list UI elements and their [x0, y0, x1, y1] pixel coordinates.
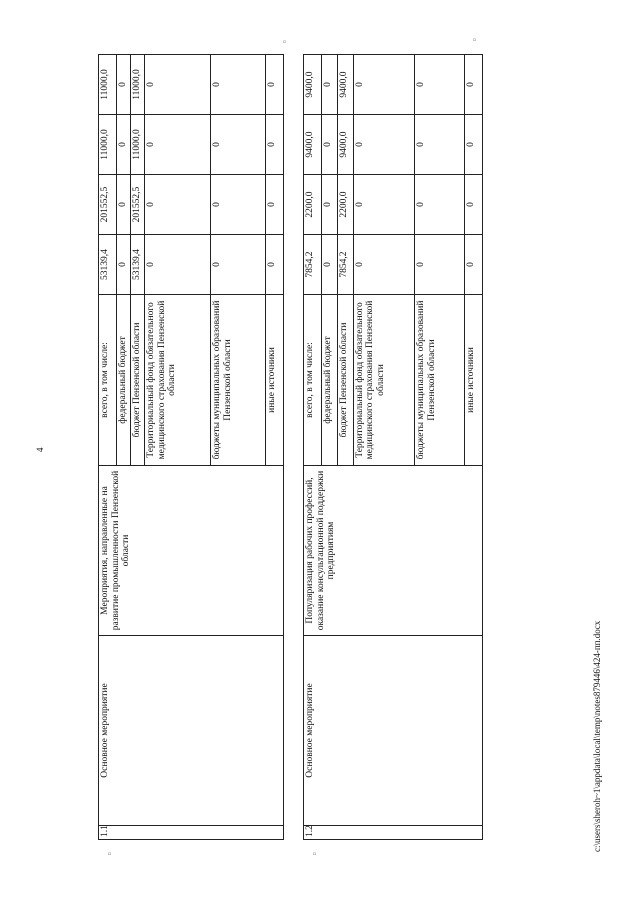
measure-type: Основное мероприятие [99, 636, 284, 826]
amount-cell: 11000,0 [99, 55, 117, 115]
margin-mark: ¤ [108, 852, 111, 858]
amount-cell: 0 [266, 55, 284, 115]
funding-source: Территориальный фонд обязательного медицинского страхования Пензенской области [145, 295, 211, 466]
amount-cell: 2200,0 [304, 175, 322, 235]
funding-source: бюджеты муниципальных образований Пензенской области [211, 295, 266, 466]
amount-cell: 0 [117, 175, 131, 235]
amount-cell: 0 [266, 235, 284, 295]
amount-cell: 0 [415, 115, 465, 175]
measure-type: Основное мероприятие [304, 636, 483, 826]
margin-mark: ¤ [313, 852, 316, 858]
funding-source: бюджет Пензенской области [337, 295, 353, 466]
amount-cell: 0 [211, 115, 266, 175]
amount-cell: 0 [145, 175, 211, 235]
amount-cell: 0 [415, 175, 465, 235]
amount-cell: 0 [415, 55, 465, 115]
funding-source: всего, в том числе: [99, 295, 117, 466]
amount-cell: 7854,2 [337, 235, 353, 295]
funding-source: бюджет Пензенской области [131, 295, 145, 466]
amount-cell: 0 [464, 55, 482, 115]
amount-cell: 0 [322, 55, 338, 115]
amount-cell: 53139,4 [131, 235, 145, 295]
amount-cell: 9400,0 [304, 55, 322, 115]
amount-cell: 0 [415, 235, 465, 295]
amount-cell: 0 [145, 235, 211, 295]
margin-mark: ¤ [473, 38, 476, 44]
amount-cell: 0 [266, 115, 284, 175]
funding-source: всего, в том числе: [304, 295, 322, 466]
amount-cell: 0 [117, 115, 131, 175]
funding-source: Территориальный фонд обязательного медицинского страхования Пензенской области [353, 295, 414, 466]
amount-cell: 201552,5 [131, 175, 145, 235]
amount-cell: 0 [353, 175, 414, 235]
amount-cell: 0 [464, 235, 482, 295]
amount-cell: 11000,0 [131, 55, 145, 115]
funding-source: бюджеты муниципальных образований Пензенской области [415, 295, 465, 466]
measure-name: Мероприятия, направленные на развитие промышленности Пензенской области [99, 466, 284, 636]
amount-cell: 0 [322, 235, 338, 295]
measure-name: Популяризация рабочих профессий, оказание консультационной поддержки предприятиям [304, 466, 483, 636]
funding-source: федеральный бюджет [117, 295, 131, 466]
funding-source: иные источники [464, 295, 482, 466]
row-number: 1.1. [99, 826, 284, 840]
amount-cell: 0 [266, 175, 284, 235]
page-number: 4 [35, 447, 45, 452]
file-path-footer: c:\users\sheroh~1\appdata\local\temp\notes879446\424-пп.docx [592, 620, 602, 852]
amount-cell: 0 [145, 115, 211, 175]
amount-cell: 0 [117, 235, 131, 295]
amount-cell: 0 [145, 55, 211, 115]
amount-cell: 0 [211, 175, 266, 235]
amount-cell: 2200,0 [337, 175, 353, 235]
amount-cell: 0 [353, 115, 414, 175]
amount-cell: 0 [353, 55, 414, 115]
funding-source: федеральный бюджет [322, 295, 338, 466]
amount-cell: 9400,0 [337, 115, 353, 175]
budget-table-1 [98, 55, 283, 840]
amount-cell: 11000,0 [131, 115, 145, 175]
amount-cell: 9400,0 [337, 55, 353, 115]
amount-cell: 0 [464, 115, 482, 175]
amount-cell: 53139,4 [99, 235, 117, 295]
amount-cell: 9400,0 [304, 115, 322, 175]
amount-cell: 0 [322, 175, 338, 235]
amount-cell: 201552,5 [99, 175, 117, 235]
margin-mark: ¤ [283, 40, 286, 46]
amount-cell: 0 [464, 175, 482, 235]
amount-cell: 11000,0 [99, 115, 117, 175]
row-number: 1.2. [304, 826, 483, 840]
amount-cell: 7854,2 [304, 235, 322, 295]
amount-cell: 0 [211, 235, 266, 295]
amount-cell: 0 [322, 115, 338, 175]
amount-cell: 0 [117, 55, 131, 115]
budget-table-2 [303, 55, 483, 840]
amount-cell: 0 [211, 55, 266, 115]
amount-cell: 0 [353, 235, 414, 295]
funding-source: иные источники [266, 295, 284, 466]
